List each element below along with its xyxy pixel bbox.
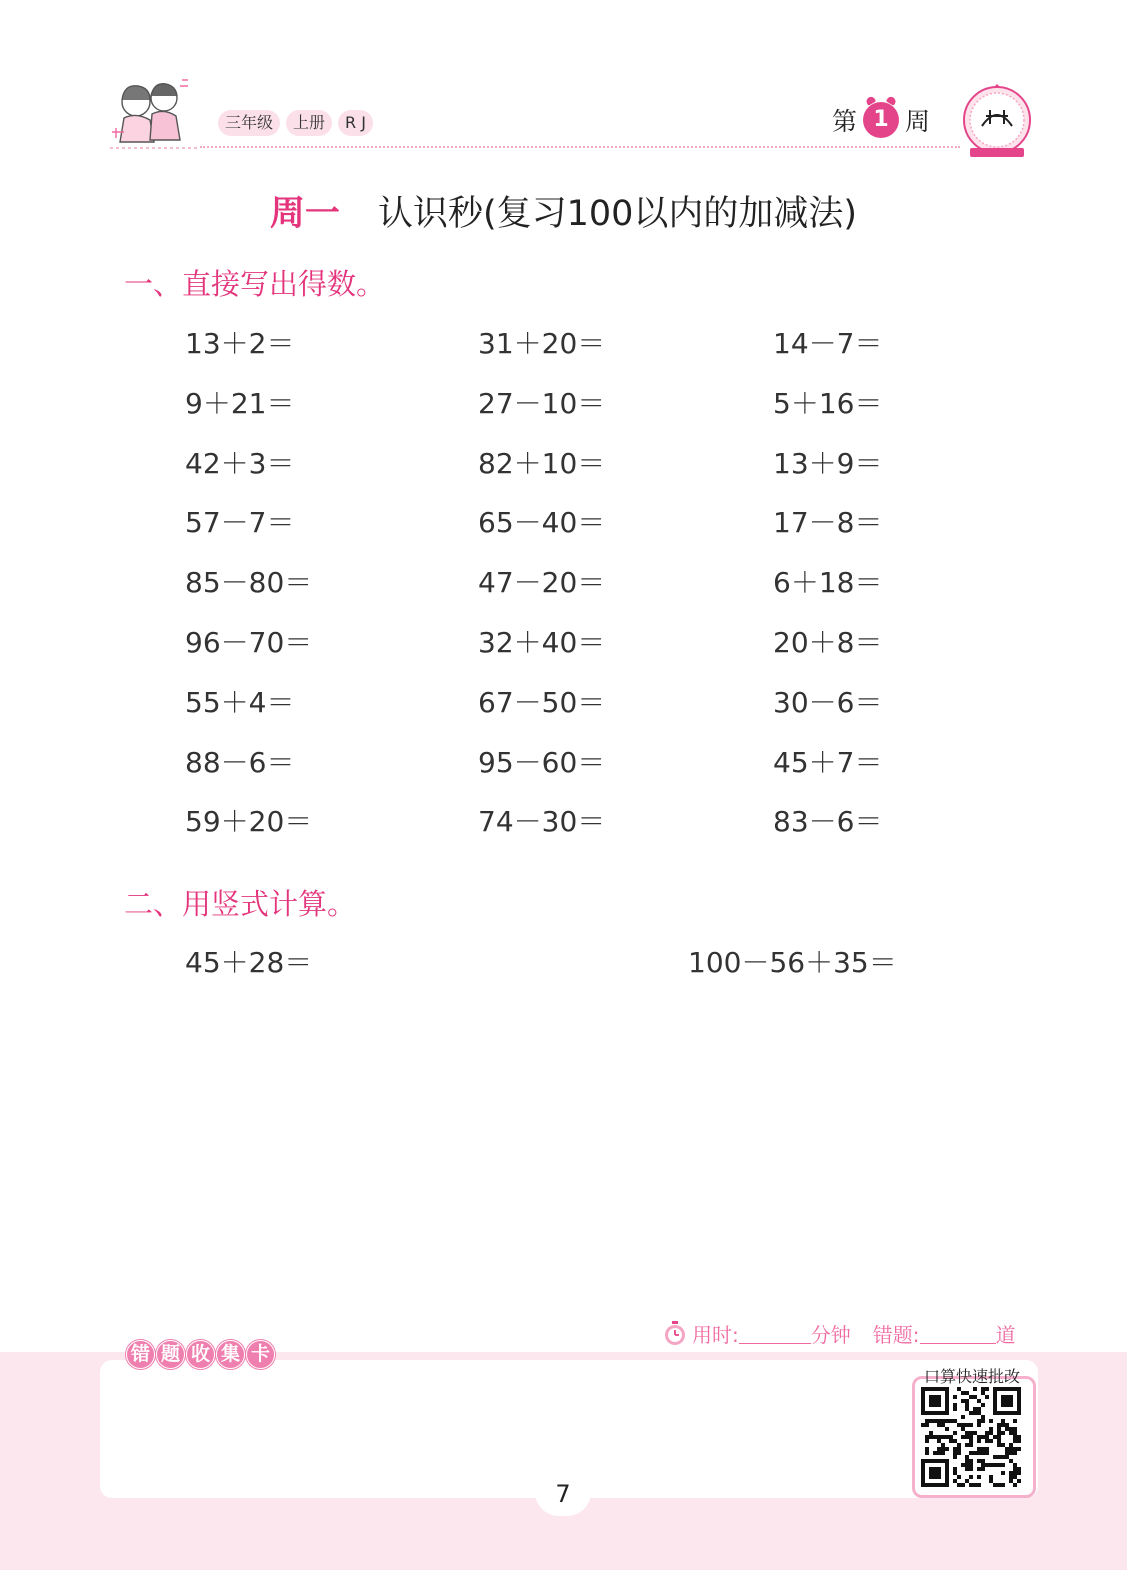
arithmetic-problem: 96－70＝ <box>185 626 313 659</box>
section-2-heading: 二、用竖式计算。 <box>124 887 357 921</box>
cartoon-kids-icon <box>106 72 202 154</box>
page-number: 7 <box>535 1468 591 1516</box>
arithmetic-problem: 57－7＝ <box>185 506 295 539</box>
card-label-char: 卡 <box>246 1340 275 1369</box>
arithmetic-problem: 67－50＝ <box>478 686 606 719</box>
vertical-problem: 45＋28＝ <box>185 946 313 979</box>
time-blank[interactable] <box>739 1323 811 1344</box>
week-prefix: 第 <box>832 107 858 136</box>
arithmetic-problem: 27－10＝ <box>478 387 606 420</box>
card-label-char: 错 <box>126 1340 155 1369</box>
errors-unit: 道 <box>995 1322 1016 1347</box>
arithmetic-problem: 31＋20＝ <box>478 327 606 360</box>
term-tag: 上册 <box>286 110 332 136</box>
arithmetic-problem: 82＋10＝ <box>478 447 606 480</box>
errors-blank[interactable] <box>920 1323 996 1344</box>
error-collection-card-label <box>126 1340 275 1369</box>
arithmetic-problem: 9＋21＝ <box>185 387 295 420</box>
brand-seal-icon <box>960 82 1034 160</box>
edition-tag: R J <box>338 110 373 136</box>
arithmetic-problem: 45＋7＝ <box>773 746 883 779</box>
arithmetic-problem: 74－30＝ <box>478 805 606 838</box>
arithmetic-problem: 6＋18＝ <box>773 566 883 599</box>
card-label-char: 收 <box>186 1340 215 1369</box>
arithmetic-problem: 13＋2＝ <box>185 327 295 360</box>
page-title <box>0 186 1127 236</box>
arithmetic-problem: 95－60＝ <box>478 746 606 779</box>
arithmetic-problem: 42＋3＝ <box>185 447 295 480</box>
arithmetic-problem: 13＋9＝ <box>773 447 883 480</box>
stopwatch-icon <box>662 1320 688 1346</box>
arithmetic-problem: 5＋16＝ <box>773 387 883 420</box>
arithmetic-problem: 20＋8＝ <box>773 626 883 659</box>
arithmetic-problem: 88－6＝ <box>185 746 295 779</box>
card-label-char: 集 <box>216 1340 245 1369</box>
grade-tag: 三年级 <box>218 110 280 136</box>
arithmetic-problem: 32＋40＝ <box>478 626 606 659</box>
arithmetic-problem: 59＋20＝ <box>185 805 313 838</box>
arithmetic-problem: 83－6＝ <box>773 805 883 838</box>
arithmetic-problem: 55＋4＝ <box>185 686 295 719</box>
timer-row <box>662 1320 1016 1346</box>
time-unit: 分钟 <box>810 1322 851 1347</box>
week-indicator <box>832 100 930 140</box>
day-label: 周一 <box>269 194 340 234</box>
time-label: 用时: <box>692 1322 739 1347</box>
qr-label: 口算快速批改 <box>923 1367 1020 1386</box>
arithmetic-problem: 30－6＝ <box>773 686 883 719</box>
header-divider <box>200 146 960 148</box>
qr-code-icon[interactable] <box>921 1387 1021 1487</box>
alarm-clock-icon <box>863 102 899 138</box>
arithmetic-problem: 47－20＝ <box>478 566 606 599</box>
topic-label: 认识秒(复习100以内的加减法) <box>377 194 858 234</box>
arithmetic-problem: 14－7＝ <box>773 327 883 360</box>
vertical-problem: 100－56＋35＝ <box>688 946 897 979</box>
arithmetic-problem: 85－80＝ <box>185 566 313 599</box>
arithmetic-problem: 65－40＝ <box>478 506 606 539</box>
card-label-char: 题 <box>156 1340 185 1369</box>
arithmetic-problem: 17－8＝ <box>773 506 883 539</box>
errors-label: 错题: <box>872 1322 920 1347</box>
week-number: 1 <box>873 107 889 132</box>
week-suffix: 周 <box>905 107 931 136</box>
section-1-heading: 一、直接写出得数。 <box>124 267 386 301</box>
